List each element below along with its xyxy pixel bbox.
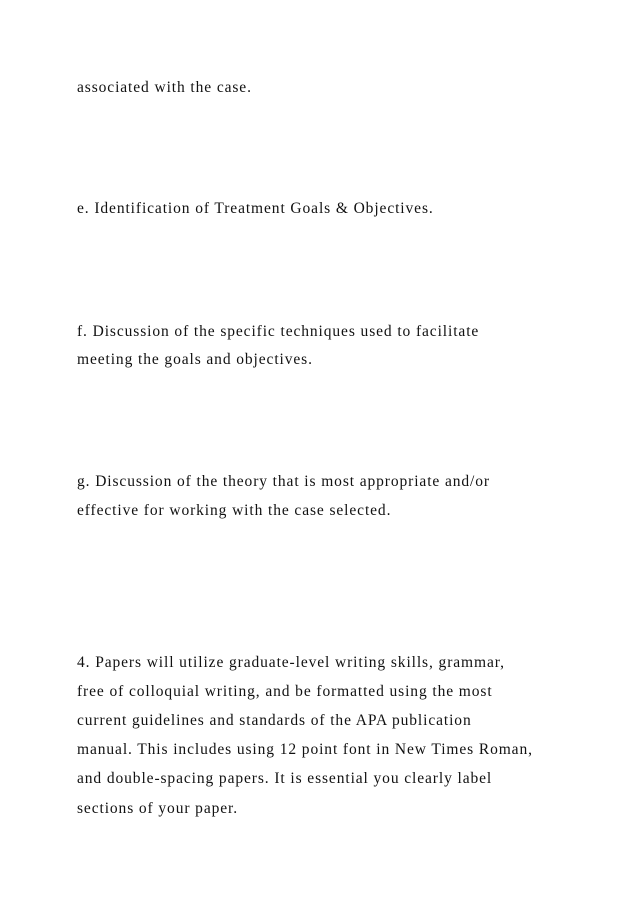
item-4-line-4: manual. This includes using 12 point font in New Times Roman, (77, 741, 533, 758)
item-f-line-2: meeting the goals and objectives. (77, 351, 313, 368)
item-e-treatment-goals: e. Identification of Treatment Goals & Objectives. (77, 200, 434, 217)
item-g-line-1: g. Discussion of the theory that is most appropriate and/or (77, 473, 490, 490)
item-f-line-1: f. Discussion of the specific techniques used to facilitate (77, 323, 480, 340)
item-4-line-6: sections of your paper. (77, 800, 239, 817)
item-4-line-1: 4. Papers will utilize graduate-level writing skills, grammar, (77, 654, 505, 671)
text-line-associated: associated with the case. (77, 79, 252, 96)
item-g-line-2: effective for working with the case selected. (77, 502, 392, 519)
item-4-line-2: free of colloquial writing, and be formatted using the most (77, 683, 493, 700)
item-4-line-5: and double-spacing papers. It is essential you clearly label (77, 770, 493, 787)
item-4-line-3: current guidelines and standards of the APA publication (77, 712, 472, 729)
